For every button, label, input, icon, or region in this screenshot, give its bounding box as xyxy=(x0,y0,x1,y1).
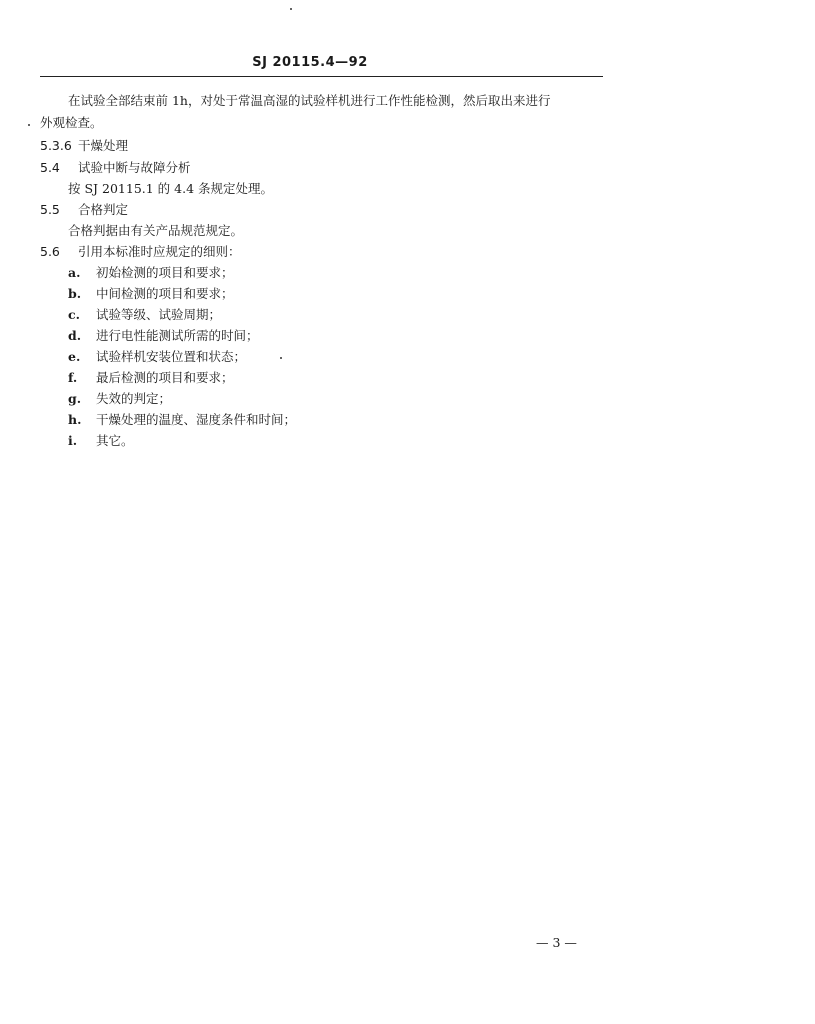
section-number: 5.3.6 xyxy=(40,138,72,153)
list-item xyxy=(68,263,234,281)
section-number: 5.5 xyxy=(40,202,60,217)
paragraph-line-2: 外观检查。 xyxy=(40,115,103,130)
list-item xyxy=(68,326,259,344)
paragraph-line-1: 在试验全部结束前 1h，对处于常温高湿的试验样机进行工作性能检测，然后取出来进行 xyxy=(68,93,551,108)
item-letter: a. xyxy=(68,265,81,280)
item-text: 试验等级、试验周期； xyxy=(96,307,222,322)
section-5-4 xyxy=(40,158,191,176)
item-text: 干燥处理的温度、湿度条件和时间； xyxy=(96,412,297,427)
section-5-6 xyxy=(40,242,241,260)
section-title: 引用本标准时应规定的细则： xyxy=(78,244,241,259)
scan-speck xyxy=(290,8,292,10)
item-letter: b. xyxy=(68,286,82,301)
item-letter: i. xyxy=(68,433,78,448)
list-item xyxy=(68,368,234,386)
item-text: 试验样机安装位置和状态； xyxy=(96,349,247,364)
item-letter: c. xyxy=(68,307,80,322)
list-item xyxy=(68,284,234,302)
item-text: 其它。 xyxy=(96,433,134,448)
item-text: 进行电性能测试所需的时间； xyxy=(96,328,259,343)
section-5-4-text: 按 SJ 20115.1 的 4.4 条规定处理。 xyxy=(68,181,274,196)
item-text: 中间检测的项目和要求； xyxy=(96,286,234,301)
scan-speck xyxy=(28,124,30,126)
section-5-3-6 xyxy=(40,136,128,154)
section-title: 干燥处理 xyxy=(78,138,129,153)
section-5-5-text: 合格判据由有关产品规范规定。 xyxy=(68,223,244,238)
header-rule xyxy=(40,76,603,77)
section-title: 合格判定 xyxy=(78,202,129,217)
list-item xyxy=(68,347,246,365)
list-item xyxy=(68,389,171,407)
item-letter: d. xyxy=(68,328,82,343)
item-text: 失效的判定； xyxy=(96,391,172,406)
item-letter: f. xyxy=(68,370,78,385)
section-number: 5.6 xyxy=(40,244,60,259)
page-number: — 3 — xyxy=(536,935,577,950)
section-number: 5.4 xyxy=(40,160,60,175)
list-item xyxy=(68,305,221,323)
item-letter: g. xyxy=(68,391,82,406)
document-code: SJ 20115.4—92 xyxy=(252,55,368,70)
scan-speck xyxy=(280,357,282,359)
item-text: 最后检测的项目和要求； xyxy=(96,370,234,385)
section-5-5 xyxy=(40,200,128,218)
section-title: 试验中断与故障分析 xyxy=(78,160,191,175)
item-letter: e. xyxy=(68,349,81,364)
item-letter: h. xyxy=(68,412,82,427)
item-text: 初始检测的项目和要求； xyxy=(96,265,234,280)
list-item xyxy=(68,431,134,449)
list-item xyxy=(68,410,296,428)
